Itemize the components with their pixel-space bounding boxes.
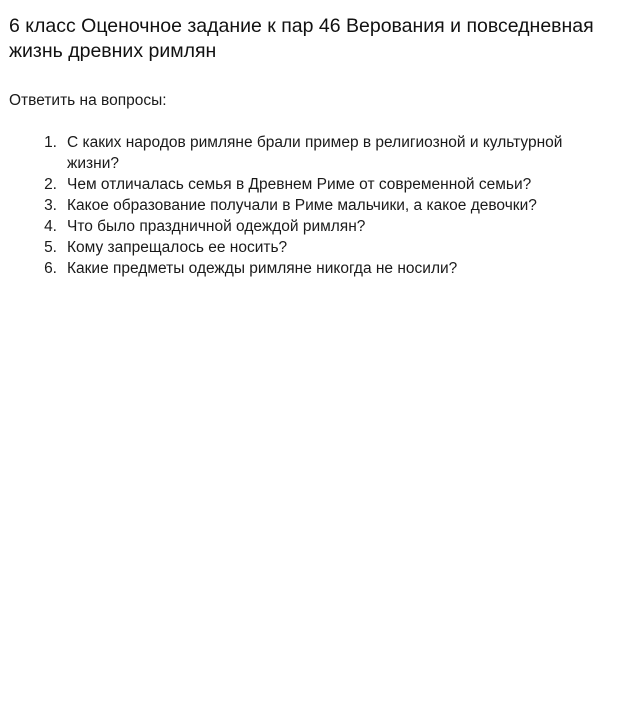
list-item [9,258,619,279]
list-item [9,195,619,216]
question-text: Какое образование получали в Риме мальчики, а какое девочки? [67,197,537,214]
question-number: 6. [44,260,57,277]
question-number: 5. [44,239,57,256]
list-item [9,174,619,195]
question-text: Кому запрещалось ее носить? [67,239,288,256]
document-page [9,14,619,279]
question-text: С каких народов римляне брали пример в религиозной и культурной жизни? [67,134,563,172]
question-number: 3. [44,197,57,214]
document-title: 6 класс Оценочное задание к пар 46 Верования и повседневная жизнь древних римлян [9,15,594,62]
question-number: 4. [44,218,57,235]
question-number: 2. [44,176,57,193]
list-item [9,237,619,258]
question-number: 1. [44,134,57,151]
question-text: Чем отличалась семья в Древнем Риме от современной семьи? [67,176,532,193]
questions-list [9,132,619,279]
list-item [9,216,619,237]
question-text: Что было праздничной одеждой римлян? [67,218,366,235]
list-item [9,132,619,174]
question-text: Какие предметы одежды римляне никогда не носили? [67,260,458,277]
instructions-text: Ответить на вопросы: [9,92,167,109]
